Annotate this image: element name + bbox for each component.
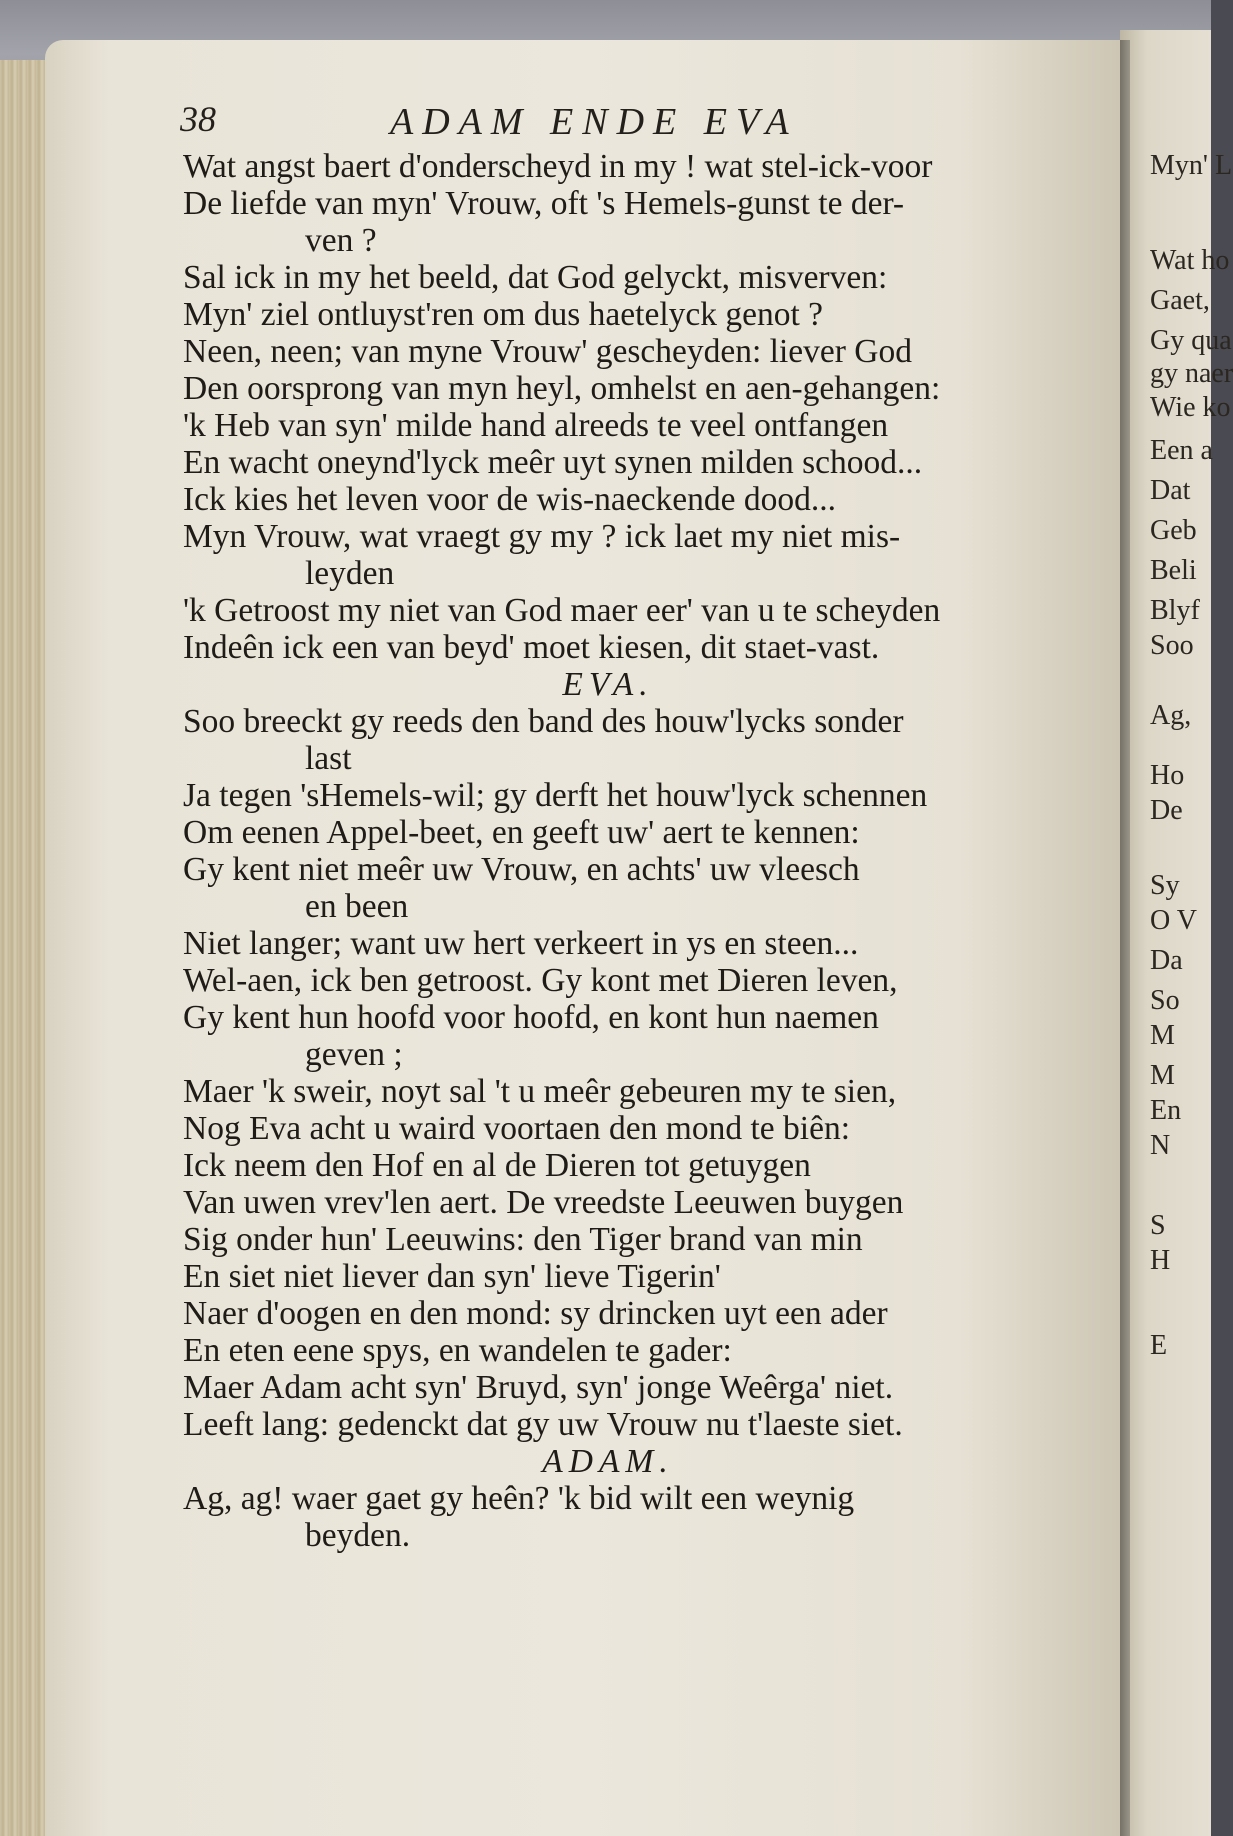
- verse-line: Gy kent niet meêr uw Vrouw, en achts' uw vleesch: [183, 851, 860, 888]
- facing-page-fragment: E: [1150, 1330, 1168, 1361]
- verse-line: Ick kies het leven voor de wis-naeckende dood...: [183, 481, 837, 518]
- verse-line: last: [305, 740, 352, 777]
- verse-line: Indeên ick een van beyd' moet kiesen, dit staet-vast.: [183, 629, 880, 666]
- verse-line: geven ;: [305, 1036, 403, 1073]
- facing-page-fragment: Gaet,: [1150, 285, 1210, 316]
- verse-line: 'k Heb van syn' milde hand alreeds te veel ontfangen: [183, 407, 889, 444]
- facing-page-fragment: En: [1150, 1095, 1182, 1126]
- verse-line: Soo breeckt gy reeds den band des houw'lycks sonder: [183, 703, 904, 740]
- facing-page-fragment: Beli: [1150, 555, 1197, 586]
- poem-text: [183, 148, 1093, 1554]
- page-header: [180, 98, 1060, 148]
- speaker-heading: ADAM.: [542, 1443, 674, 1480]
- verse-line: ven ?: [305, 222, 377, 259]
- verse-line: En siet niet liever dan syn' lieve Tigerin': [183, 1258, 721, 1295]
- facing-page-fragment: M: [1150, 1060, 1175, 1091]
- facing-page-fragment: Sy: [1150, 870, 1180, 901]
- facing-page-fragment: Wat ho: [1150, 245, 1230, 276]
- facing-page-fragment: Myn' L: [1150, 150, 1233, 181]
- verse-line: Maer Adam acht syn' Bruyd, syn' jonge Weêrga' niet.: [183, 1369, 894, 1406]
- verse-line: en been: [305, 888, 409, 925]
- verse-line: Neen, neen; van myne Vrouw' gescheyden: liever God: [183, 333, 913, 370]
- facing-page-fragment: S: [1150, 1210, 1166, 1241]
- running-title: ADAM ENDE EVA: [390, 101, 798, 143]
- facing-page-fragment: Geb: [1150, 515, 1197, 546]
- facing-page-fragment: M: [1150, 1020, 1175, 1051]
- verse-line: Van uwen vrev'len aert. De vreedste Leeuwen buygen: [183, 1184, 904, 1221]
- verse-line: Nog Eva acht u waird voortaen den mond te biên:: [183, 1110, 851, 1147]
- facing-page-fragment: Gy qua: [1150, 325, 1232, 356]
- facing-page-fragment: Soo: [1150, 630, 1194, 661]
- verse-line: Den oorsprong van myn heyl, omhelst en aen-gehangen:: [183, 370, 941, 407]
- facing-page-fragment: Dat: [1150, 475, 1191, 506]
- facing-page-fragment: So: [1150, 985, 1180, 1016]
- verse-line: Sig onder hun' Leeuwins: den Tiger brand van min: [183, 1221, 863, 1258]
- verse-line: leyden: [305, 555, 395, 592]
- facing-page-fragment: Blyf: [1150, 595, 1200, 626]
- verse-line: Wat angst baert d'onderscheyd in my ! wat stel-ick-voor: [183, 148, 933, 185]
- facing-page-fragment: N: [1150, 1130, 1171, 1161]
- verse-line: Ick neem den Hof en al de Dieren tot getuygen: [183, 1147, 811, 1184]
- facing-page-fragment: Een a: [1150, 435, 1213, 466]
- verse-line: Maer 'k sweir, noyt sal 't u meêr gebeuren my te sien,: [183, 1073, 897, 1110]
- verse-line: Wel-aen, ick ben getroost. Gy kont met Dieren leven,: [183, 962, 898, 999]
- verse-line: Myn' ziel ontluyst'ren om dus haetelyck genot ?: [183, 296, 824, 333]
- facing-page-text: [1150, 0, 1233, 1836]
- verse-line: Gy kent hun hoofd voor hoofd, en kont hun naemen: [183, 999, 879, 1036]
- verse-line: Om eenen Appel-beet, en geeft uw' aert te kennen:: [183, 814, 860, 851]
- speaker-heading: EVA.: [562, 666, 654, 703]
- facing-page-fragment: H: [1150, 1245, 1171, 1276]
- facing-page-fragment: De: [1150, 795, 1183, 826]
- verse-line: En wacht oneynd'lyck meêr uyt synen milden schood...: [183, 444, 923, 481]
- verse-line: Leeft lang: gedenckt dat gy uw Vrouw nu t'laeste siet.: [183, 1406, 903, 1443]
- verse-line: En eten eene spys, en wandelen te gader:: [183, 1332, 732, 1369]
- facing-page-fragment: Wie ko: [1150, 392, 1231, 423]
- facing-page-fragment: Ag,: [1150, 700, 1192, 731]
- verse-line: Naer d'oogen en den mond: sy drincken uyt een ader: [183, 1295, 888, 1332]
- verse-line: Sal ick in my het beeld, dat God gelyckt, misverven:: [183, 259, 888, 296]
- verse-line: Ja tegen 'sHemels-wil; gy derft het houw'lyck schennen: [183, 777, 928, 814]
- verse-line: De liefde van myn' Vrouw, oft 's Hemels-gunst te der-: [183, 185, 905, 222]
- facing-page-fragment: Ho: [1150, 760, 1185, 791]
- verse-line: beyden.: [305, 1517, 411, 1554]
- page-number: 38: [180, 99, 216, 139]
- facing-page-fragment: gy naer: [1150, 358, 1233, 389]
- verse-line: Myn Vrouw, wat vraegt gy my ? ick laet my niet mis-: [183, 518, 901, 555]
- verse-line: 'k Getroost my niet van God maer eer' van u te scheyden: [183, 592, 941, 629]
- facing-page-fragment: O V: [1150, 905, 1197, 936]
- facing-page-fragment: Da: [1150, 945, 1183, 976]
- verse-line: Niet langer; want uw hert verkeert in ys en steen...: [183, 925, 859, 962]
- verse-line: Ag, ag! waer gaet gy heên? 'k bid wilt een weynig: [183, 1480, 855, 1517]
